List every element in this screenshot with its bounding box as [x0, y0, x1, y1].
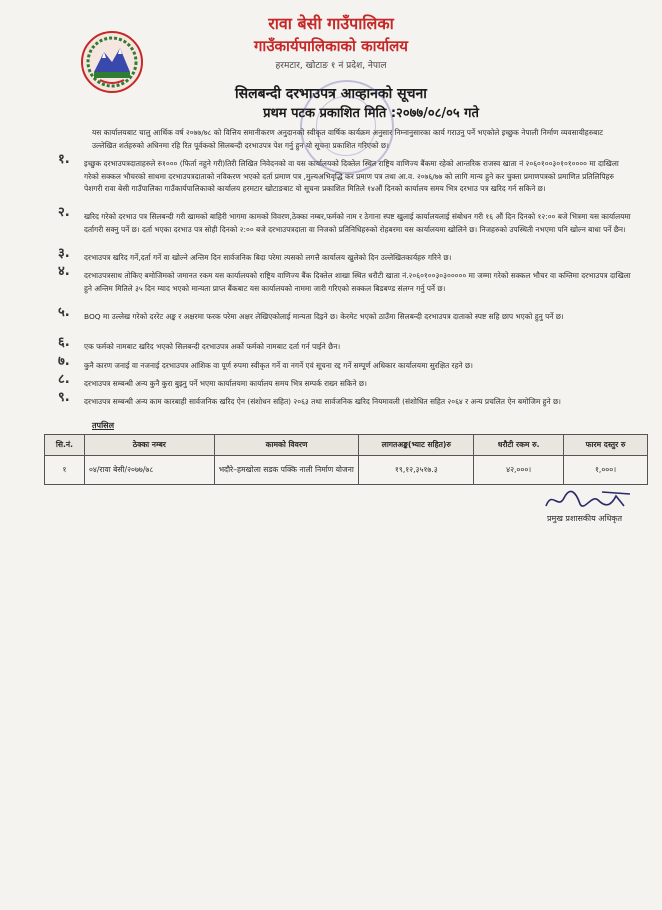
item-text: दरभाउपत्रसाथ तोकिए बमोजिमको जमानत रकम यस कार्यालयको राष्ट्रिय वाणिज्य बैंक दिक्तेल शाखा स्थित धरौटी खाता नं.२०६०१००३०३००००० मा जम्मा गरेको सक्कल भौचर वा कम्तिमा दरभाउपत्र दाखिला हुने अन्तिम मितिले ३५ दिन म्याद भएको मान्यता प्राप्त बैंकबाट यस कार्यालयको नाममा जारी गरिएको सक्कल बिडबण्ड संलग्न गर्नु पर्ने छ। — [84, 271, 631, 293]
notice-title: सिलबन्दी दरभाउपत्र आव्हानको सूचना — [235, 86, 427, 102]
table-caption: तपसिल — [92, 421, 115, 430]
cell-work-description: भदौरे–हमखोला सडक पक्कि नाली निर्माण योजना — [214, 456, 359, 485]
item-text: दरभाउपत्र सम्बन्धी अन्य कुनै कुरा बुझ्नु पर्ने भएमा कार्यालयमा कार्यालय समय भित्र सम्पर्क राख्न सकिने छ। — [84, 379, 367, 388]
cell-form-fee: १,०००। — [564, 456, 648, 485]
item-number: २. — [58, 205, 70, 220]
cell-deposit: ४२,०००। — [474, 456, 564, 485]
item-text: खरिद गरेको दरभाउ पत्र सिलबन्दी गरी खामको बाहिरी भागमा कामको विवरण,ठेक्का नम्बर,फर्मको नाम र ठेगाना स्पष्ट खुलाई कार्यालयलाई संबोधन गरी १६ औं दिन दिनको १२:०० बजे भित्रमा यस कार्यालयमा दर्तागरी सक्नु पर्ने छ। दर्ता भएका दरभाउ पत्र सोही दिनको २:०० बजे दरभाउपत्रदाता वा निजको प्रतिनिधिहरुको रोहबरमा यस कार्यालयमा खोलिने छ। निजहरुको उपस्थिती नभएमा पनि खोल्न बाधा पर्ने छैन। — [84, 212, 631, 234]
condition-item — [58, 390, 633, 409]
item-number: ३. — [58, 246, 70, 261]
condition-item — [58, 264, 633, 295]
published-date: प्रथम पटक प्रकाशित मिति :२०७७/०८/०५ गते — [263, 106, 479, 121]
header-deposit: धरौटी रकम रु. — [474, 435, 564, 456]
item-number: ८. — [58, 372, 70, 387]
condition-item — [58, 354, 633, 373]
header-form-fee: फारम दस्तुर रु — [564, 435, 648, 456]
header-work-description: कामको विवरण — [214, 435, 359, 456]
signature-label: प्रमुख प्रशासकीय अधिकृत — [547, 514, 623, 523]
condition-item — [58, 205, 633, 236]
intro-paragraph: यस कार्यालयबाट चालु आर्थिक वर्ष २०७७/७८ को वित्तिय समानीकरण अनुदानको स्वीकृत वार्षिक कार्यक्रम अनुसार निम्नानुसारका कार्य गराउनु पर्ने भएकोले इच्छुक नेपाली निर्माण व्यवसायीहरुबाट उल्लेखित शर्तहरुको अधिनमा रहि रित पूर्वकको सिलबन्दी दरभाउपत्र पेश गर्नु हुन यो सूचना प्रकाशित गरिएको छ। — [92, 128, 603, 150]
tender-table — [44, 434, 648, 485]
cell-serial: १ — [45, 456, 85, 485]
header-contract-no: ठेक्का नम्बर — [84, 435, 214, 456]
condition-item — [58, 335, 633, 354]
item-text: दरभाउपत्र खरिद गर्ने,दर्ता गर्ने वा खोल्ने अन्तिम दिन सार्वजनिक बिदा परेमा त्यसको लगत्तै कार्यालय खुलेको दिन उल्लेखितकार्यहरु गरिने छ। — [84, 253, 452, 262]
item-number: १. — [58, 152, 70, 167]
cell-cost-estimate: १९,१२,३५१७.३ — [359, 456, 474, 485]
item-number: ९. — [58, 390, 70, 405]
item-number: ४. — [58, 264, 70, 279]
office-address: हरमटार, खोटाङ १ नं प्रदेश, नेपाल — [275, 61, 387, 71]
table-header-row — [45, 435, 648, 456]
condition-item — [58, 372, 633, 391]
office-name-1: रावा बेसी गाउँपालिका — [268, 14, 394, 33]
table-row — [45, 456, 648, 485]
cell-contract-no: ०४/रावा बेसी/२०७७/७८ — [84, 456, 214, 485]
header-serial: सि.नं. — [45, 435, 85, 456]
item-text: दरभाउपत्र सम्बन्धी अन्य काम कारबाही सार्वजनिक खरिद ऐन (संशोधन सहित) २०६३ तथा सार्वजनिक खरिद नियमावली (संशोधित सहित २०६४ र अन्य प्रचलित ऐन बमोजिम हुने छ। — [84, 397, 561, 406]
item-text: कुनै कारण जनाई वा नजनाई दरभाउपत्र आंशिक वा पूर्ण रुपमा स्वीकृत गर्ने वा नगर्ने एवं सूचना रद्द गर्ने सम्पूर्ण अधिकार कार्यालयमा सुरक्षित रहने छ। — [84, 361, 473, 370]
item-text: BOQ मा उल्लेख गरेको दररेट अङ्क र अक्षरमा फरक परेमा अक्षर लेखिएकोलाई मान्यता दिइने छ। केरमेट भएको ठाउँमा सिलबन्दी दरभाउपत्र दाताको स्पष्ट सहि छाप भएको हुनु पर्ने छ। — [84, 312, 564, 321]
condition-item — [58, 152, 633, 196]
condition-item — [58, 246, 633, 265]
item-number: ७. — [58, 354, 70, 369]
item-text: एक फर्मको नामबाट खरिद भएको सिलबन्दी दरभाउपत्र अर्को फर्मको नामबाट दर्ता गर्न पाईने छैन। — [84, 342, 341, 351]
item-number: ५. — [58, 305, 70, 320]
header-cost-estimate: लागतअङ्क(भ्याट सहित)रु — [359, 435, 474, 456]
condition-item — [58, 305, 633, 324]
signature-icon — [540, 486, 640, 514]
item-number: ६. — [58, 335, 70, 350]
item-text: इच्छुक दरभाउपत्रदाताहरुले रु१००० (फिर्ता नहुने गरी)तिरी लिखित निवेदनको वा यस कार्यालयको दिक्तेल स्थित राष्ट्रिय वाणिज्य बैंकमा रहेको आन्तरिक राजस्व खाता नं २०६०१००३०१०१०००० मा दाखिला गरेको सक्कल भौचरको साथमा दरभाउपत्रदाताको नविकरण भएको दर्ता प्रमाण पत्र ,मुल्यअभिवृद्धि कर प्रमाण पत्र तथा आ.व. २०७६/७७ को लागि मान्य हुने कर चुक्ता प्रमाणपत्रको प्रमाणित प्रतिलिपिहरु पेशगरी रावा बेसी गाउँपालिका गाउँकार्यपालिकाको कार्यालय हरमटार खोटाङबाट यो सूचना प्रकाशित मितिले १४औं दिनको कार्यालय समय भित्र दरभाउ पत्र खरिद गर्न सकिने छ। — [84, 159, 619, 194]
office-name-2: गाउँकार्यपालिकाको कार्यालय — [253, 37, 408, 55]
